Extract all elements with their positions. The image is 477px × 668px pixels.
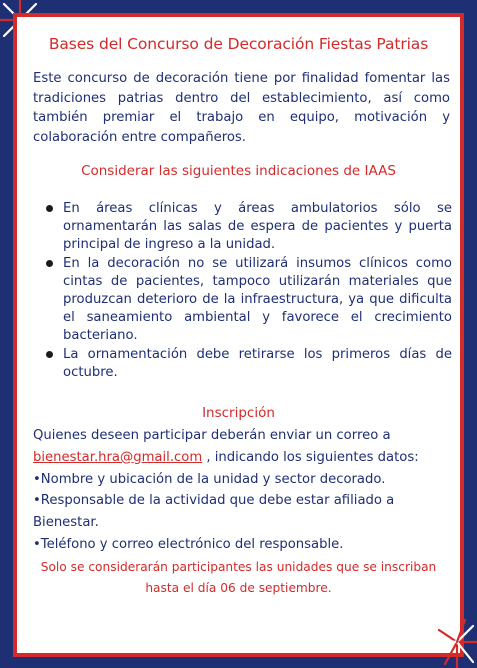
list-item — [43, 200, 452, 255]
inscription-item-1: •Nombre y ubicación de la unidad y sector decorado. — [33, 471, 386, 487]
inscription-item-2: •Responsable de la actividad que debe estar afiliado a Bienestar. — [33, 493, 395, 531]
list-item-text: La ornamentación debe retirarse los primeros días de octubre. — [63, 346, 452, 380]
list-item — [43, 346, 452, 382]
list-item — [43, 255, 452, 346]
deadline-note: Solo se considerarán participantes las unidades que se inscriban hasta el día 06 de septiembre. — [40, 560, 437, 595]
inscription-section — [33, 425, 450, 556]
intro-paragraph: Este concurso de decoración tiene por finalidad fomentar las tradiciones patrias dentro del establecimiento, así como también premiar el trabajo en equipo, motivación y colaboración entre compañeros. — [33, 71, 450, 145]
bullet-icon — [46, 260, 53, 267]
inscription-line-2 — [33, 447, 450, 469]
section-title-inscription: Inscripción — [202, 405, 275, 421]
inscription-line-2-rest: , indicando los siguientes datos: — [202, 449, 419, 465]
list-item-text: En la decoración no se utilizará insumos clínicos como cintas de pacientes, tampoco utilizarán materiales que produzcan deterioro de la infraestructura, ya que dificulta el saneamiento ambiental y favorece el crecimiento bacteriano. — [63, 255, 452, 344]
inscription-item-3: •Teléfono y correo electrónico del responsable. — [33, 536, 344, 552]
section-title-indications: Considerar las siguientes indicaciones de IAAS — [81, 163, 396, 179]
page-title: Bases del Concurso de Decoración Fiestas Patrias — [48, 35, 429, 53]
bullet-icon — [46, 351, 53, 358]
bullet-icon — [46, 205, 53, 212]
indications-list — [43, 200, 452, 382]
firework-burst-icon — [417, 592, 477, 668]
email-link[interactable]: bienestar.hra@gmail.com — [33, 449, 203, 465]
contest-card — [13, 13, 464, 657]
inscription-line-1: Quienes deseen participar deberán enviar un correo a — [33, 428, 391, 443]
list-item-text: En áreas clínicas y áreas ambulatorios sólo se ornamentarán las salas de espera de pacientes y puerta principal de ingreso a la unidad. — [63, 201, 452, 253]
